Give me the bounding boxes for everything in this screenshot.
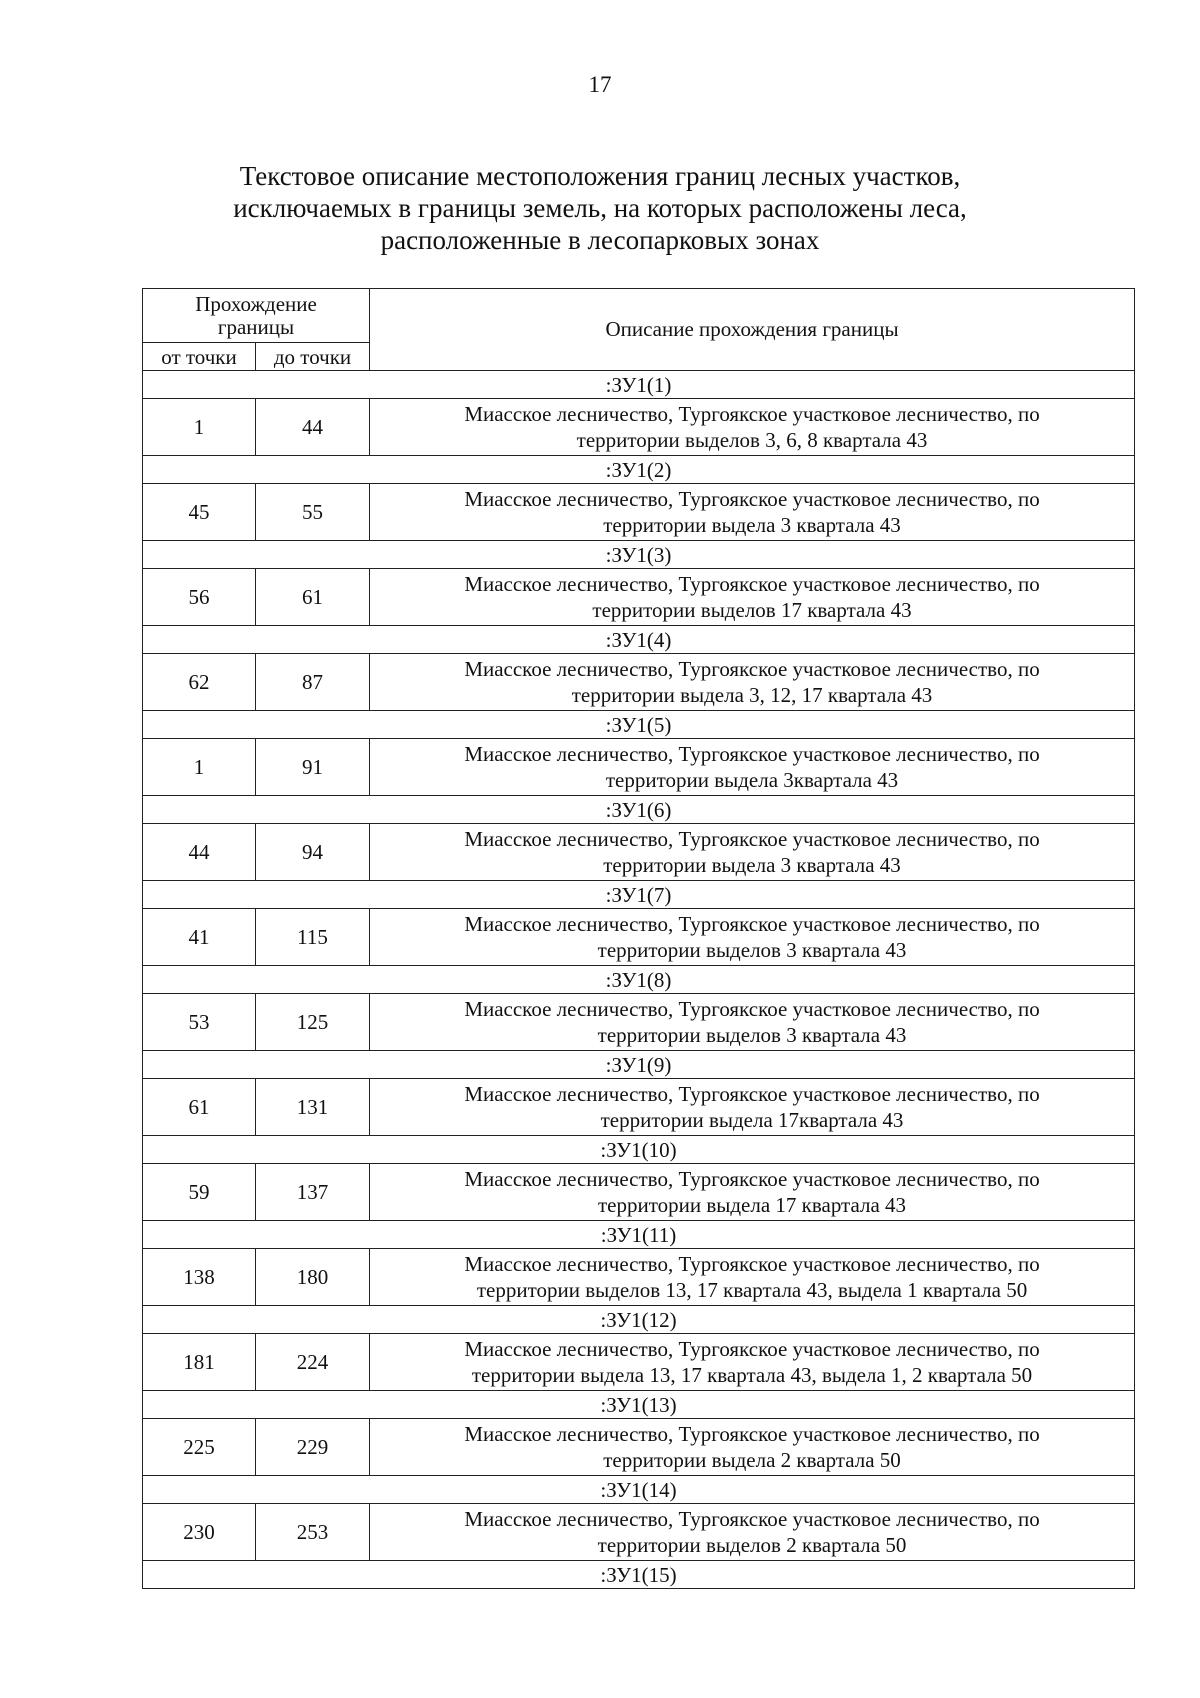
to-point-cell: 44	[256, 399, 370, 456]
description-line-1: Миасское лесничество, Тургоякское участковое лесничество, по	[464, 1337, 1040, 1361]
from-point-cell: 41	[143, 909, 256, 966]
title-line-2: исключаемых в границы земель, на которых расположены леса,	[233, 193, 967, 223]
from-point-cell: 1	[143, 399, 256, 456]
from-point-cell: 45	[143, 484, 256, 541]
section-label-row	[143, 1306, 1135, 1334]
table-row	[143, 824, 1135, 881]
to-point-cell: 94	[256, 824, 370, 881]
description-line-1: Миасское лесничество, Тургоякское участковое лесничество, по	[464, 997, 1040, 1021]
section-label: :ЗУ1(1)	[143, 371, 1135, 399]
table-row	[143, 484, 1135, 541]
description-cell	[370, 994, 1135, 1051]
description-line-2: территории выделов 3, 6, 8 квартала 43	[576, 428, 928, 452]
to-point-cell: 125	[256, 994, 370, 1051]
description-line-2: территории выдела 3, 12, 17 квартала 43	[571, 683, 933, 707]
table-row	[143, 399, 1135, 456]
header-passage-line1: Прохождение	[195, 291, 317, 316]
description-line-2: территории выдела 13, 17 квартала 43, выдела 1, 2 квартала 50	[471, 1363, 1033, 1387]
from-point-cell: 53	[143, 994, 256, 1051]
section-label: :ЗУ1(7)	[143, 881, 1135, 909]
section-label: :ЗУ1(6)	[143, 796, 1135, 824]
table-row	[143, 994, 1135, 1051]
section-label-row	[143, 1476, 1135, 1504]
description-line-1: Миасское лесничество, Тургоякское участковое лесничество, по	[464, 487, 1040, 511]
section-label-row	[143, 1136, 1135, 1164]
description-cell	[370, 1164, 1135, 1221]
to-point-cell: 137	[256, 1164, 370, 1221]
title-line-3: расположенные в лесопарковых зонах	[380, 225, 820, 255]
section-label: :ЗУ1(14)	[143, 1476, 1135, 1504]
description-line-1: Миасское лесничество, Тургоякское участковое лесничество, по	[464, 1507, 1040, 1531]
to-point-cell: 180	[256, 1249, 370, 1306]
section-label-row	[143, 1391, 1135, 1419]
description-cell	[370, 1079, 1135, 1136]
to-point-cell: 224	[256, 1334, 370, 1391]
from-point-cell: 59	[143, 1164, 256, 1221]
from-point-cell: 56	[143, 569, 256, 626]
from-point-cell: 62	[143, 654, 256, 711]
description-cell	[370, 909, 1135, 966]
from-point-cell: 230	[143, 1504, 256, 1561]
description-line-1: Миасское лесничество, Тургоякское участковое лесничество, по	[464, 827, 1040, 851]
to-point-cell: 253	[256, 1504, 370, 1561]
section-label: :ЗУ1(3)	[143, 541, 1135, 569]
description-cell	[370, 399, 1135, 456]
table-body	[143, 371, 1135, 1589]
section-label-row	[143, 1051, 1135, 1079]
description-line-2: территории выдела 17 квартала 43	[597, 1193, 907, 1217]
section-label-row	[143, 711, 1135, 739]
header-passage	[143, 289, 370, 343]
description-cell	[370, 1334, 1135, 1391]
description-line-1: Миасское лесничество, Тургоякское участковое лесничество, по	[464, 1422, 1040, 1446]
description-line-2: территории выдела 2 квартала 50	[603, 1448, 901, 1472]
description-cell	[370, 739, 1135, 796]
description-line-1: Миасское лесничество, Тургоякское участковое лесничество, по	[464, 572, 1040, 596]
table-row	[143, 739, 1135, 796]
section-label: :ЗУ1(15)	[143, 1561, 1135, 1589]
section-label-row	[143, 371, 1135, 399]
description-line-1: Миасское лесничество, Тургоякское участковое лесничество, по	[464, 657, 1040, 681]
table-row	[143, 654, 1135, 711]
table-row	[143, 1249, 1135, 1306]
header-from-point: от точки	[143, 343, 256, 371]
section-label-row	[143, 541, 1135, 569]
description-line-2: территории выдела 17квартала 43	[600, 1108, 904, 1132]
header-description: Описание прохождения границы	[370, 289, 1135, 371]
document-title	[0, 160, 1200, 256]
section-label: :ЗУ1(10)	[143, 1136, 1135, 1164]
to-point-cell: 115	[256, 909, 370, 966]
description-cell	[370, 1249, 1135, 1306]
from-point-cell: 61	[143, 1079, 256, 1136]
to-point-cell: 229	[256, 1419, 370, 1476]
description-line-1: Миасское лесничество, Тургоякское участковое лесничество, по	[464, 402, 1040, 426]
to-point-cell: 131	[256, 1079, 370, 1136]
boundary-table	[142, 288, 1135, 1589]
from-point-cell: 181	[143, 1334, 256, 1391]
from-point-cell: 44	[143, 824, 256, 881]
description-cell	[370, 484, 1135, 541]
description-line-2: территории выделов 3 квартала 43	[597, 1023, 907, 1047]
table-row	[143, 1079, 1135, 1136]
title-line-1: Текстовое описание местоположения границ лесных участков,	[239, 161, 961, 191]
section-label-row	[143, 881, 1135, 909]
from-point-cell: 138	[143, 1249, 256, 1306]
section-label: :ЗУ1(11)	[143, 1221, 1135, 1249]
section-label-row	[143, 456, 1135, 484]
to-point-cell: 87	[256, 654, 370, 711]
description-cell	[370, 1419, 1135, 1476]
description-cell	[370, 569, 1135, 626]
description-cell	[370, 1504, 1135, 1561]
description-line-2: территории выдела 3 квартала 43	[603, 853, 901, 877]
description-cell	[370, 824, 1135, 881]
to-point-cell: 55	[256, 484, 370, 541]
section-label-row	[143, 796, 1135, 824]
section-label: :ЗУ1(9)	[143, 1051, 1135, 1079]
section-label-row	[143, 1561, 1135, 1589]
table-row	[143, 569, 1135, 626]
description-line-1: Миасское лесничество, Тургоякское участковое лесничество, по	[464, 742, 1040, 766]
header-passage-line2: границы	[217, 314, 295, 339]
from-point-cell: 225	[143, 1419, 256, 1476]
to-point-cell: 91	[256, 739, 370, 796]
header-to-point: до точки	[256, 343, 370, 371]
from-point-cell: 1	[143, 739, 256, 796]
description-line-1: Миасское лесничество, Тургоякское участковое лесничество, по	[464, 1082, 1040, 1106]
section-label-row	[143, 1221, 1135, 1249]
table-row	[143, 1504, 1135, 1561]
section-label: :ЗУ1(13)	[143, 1391, 1135, 1419]
description-cell	[370, 654, 1135, 711]
description-line-2: территории выдела 3 квартала 43	[603, 513, 901, 537]
table-row	[143, 909, 1135, 966]
section-label: :ЗУ1(4)	[143, 626, 1135, 654]
to-point-cell: 61	[256, 569, 370, 626]
section-label: :ЗУ1(8)	[143, 966, 1135, 994]
section-label: :ЗУ1(2)	[143, 456, 1135, 484]
table-row	[143, 1164, 1135, 1221]
description-line-2: территории выдела 3квартала 43	[605, 768, 899, 792]
description-line-2: территории выделов 2 квартала 50	[597, 1533, 907, 1557]
section-label-row	[143, 966, 1135, 994]
description-line-1: Миасское лесничество, Тургоякское участковое лесничество, по	[464, 1252, 1040, 1276]
section-label-row	[143, 626, 1135, 654]
description-line-1: Миасское лесничество, Тургоякское участковое лесничество, по	[464, 912, 1040, 936]
description-line-1: Миасское лесничество, Тургоякское участковое лесничество, по	[464, 1167, 1040, 1191]
section-label: :ЗУ1(5)	[143, 711, 1135, 739]
description-line-2: территории выделов 17 квартала 43	[592, 598, 912, 622]
description-line-2: территории выделов 13, 17 квартала 43, выдела 1 квартала 50	[476, 1278, 1028, 1302]
section-label: :ЗУ1(12)	[143, 1306, 1135, 1334]
table-row	[143, 1419, 1135, 1476]
page-number: 17	[588, 72, 612, 97]
description-line-2: территории выделов 3 квартала 43	[597, 938, 907, 962]
table-row	[143, 1334, 1135, 1391]
